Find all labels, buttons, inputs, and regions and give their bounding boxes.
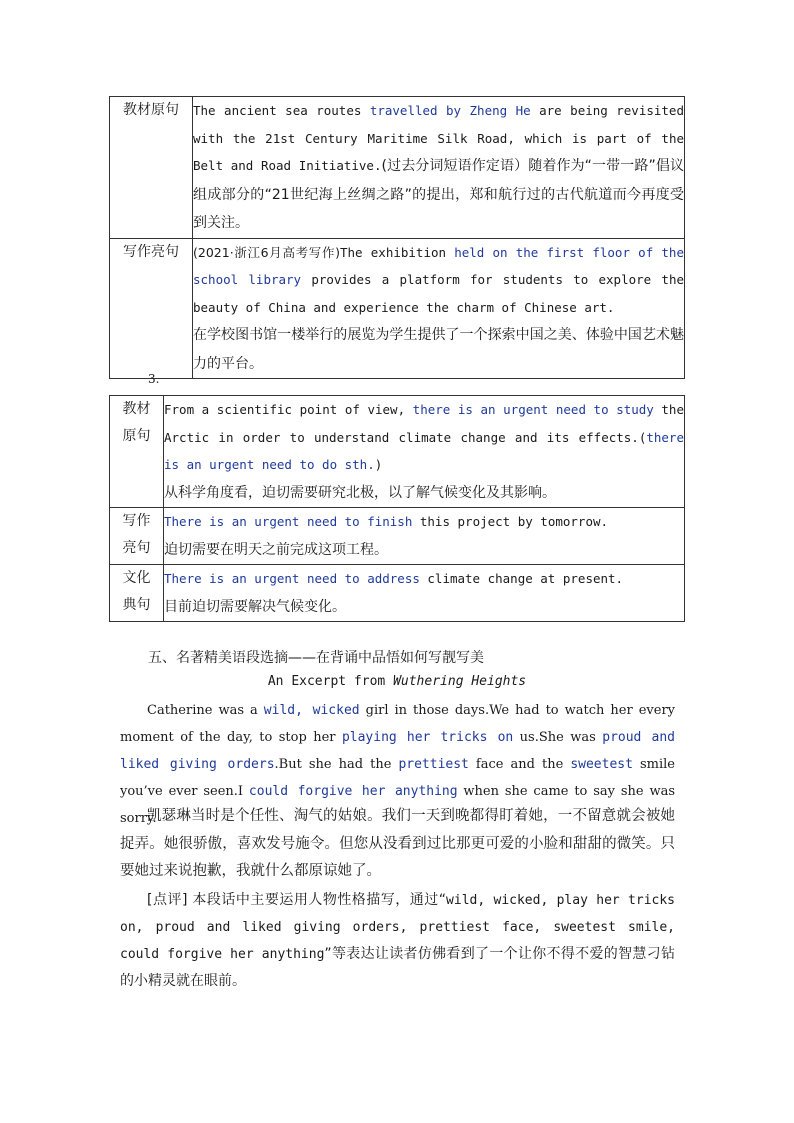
table-row [110,238,685,379]
zh-text: (过去分词短语作定语）随着作为“一带一路”倡议组成部分的“21世纪海上丝绸之路”的提出，郑和航行过的古代航道而今再度受到关注。 [193,158,684,231]
en-text: when she came to say she was sorry. [120,784,675,826]
title-prefix: An Excerpt from [267,674,394,689]
source-note: (2021·浙江6月高考写作) [193,244,340,260]
highlight-text: wild, wicked [263,703,360,718]
zh-text: 目前迫切需要解决气候变化。 [164,598,346,615]
table-1 [109,96,685,379]
row-label [110,508,164,565]
en-text: us.She was [513,730,603,745]
zh-text: 迫切需要在明天之前完成这项工程。 [164,541,388,558]
row-label: 教材原句 [110,97,193,239]
table-row [110,396,685,508]
zh-text: 在学校图书馆一楼举行的展览为学生提供了一个探索中国之美、体验中国艺术魅力的平台。 [193,327,684,372]
en-text: the Arctic in order to understand climate change and its effects.( [164,402,684,445]
title-italic: Wuthering Heights [393,674,527,689]
label-text: 教材原句 [122,401,151,444]
zh-text: 本段话中主要运用人物性格描写，通过“ [187,892,447,908]
highlight-text: could forgive her anything [248,784,458,799]
highlight-text: playing her tricks on [341,730,514,745]
highlight-text: sweetest [570,757,633,772]
section-heading: 五、名著精美语段选摘——在背诵中品悟如何写靓写美 [148,650,484,666]
table-row [110,97,685,239]
section-number: 3. [148,372,160,386]
en-text: .But she had the [274,757,399,772]
en-text: this project by tomorrow. [412,514,609,529]
excerpt-chinese: 凯瑟琳当时是个任性、淘气的姑娘。我们一天到晚都得盯着她，一不留意就会被她捉弄。她很骄傲，喜欢发号施令。但您从没看到过比那更可爱的小脸和甜甜的微笑。只要她过来说抱歉，我就什么都原谅她了。 [120,808,675,879]
highlight-text: There is an urgent need to finish [164,514,413,529]
excerpt-title [0,674,794,689]
label-text: 文化典句 [122,570,151,613]
en-text: wild, wicked, play her tricks on, proud and liked giving orders, prettiest face, sweetest smile, could forgive her anything [120,893,676,962]
highlight-text: there is an urgent need to do sth. [164,429,684,472]
en-text: are being revisited with the 21st Century Maritime Silk Road, which is part of the Belt and Road Initiative. [193,103,684,173]
highlight-text: proud and liked giving orders [120,730,675,772]
row-content [193,97,685,239]
row-label [110,396,164,508]
en-text: girl in those days.We had to watch her every moment of the day, to stop her [120,703,676,745]
label-text: 写作亮句 [122,513,151,556]
row-content [164,396,685,508]
en-text: The ancient sea routes [193,103,370,118]
row-content [164,508,685,565]
table-row [110,508,685,565]
table-2 [109,395,685,622]
en-text: ) [374,457,383,472]
highlight-text: there is an urgent need to study [412,402,654,417]
highlight-text: There is an urgent need to address [164,571,420,586]
highlight-text: prettiest [398,757,469,772]
comment-tag: [点评] [147,892,188,908]
en-text: From a scientific point of view, [164,402,413,417]
comment-paragraph [120,887,675,995]
highlight-text: travelled by Zheng He [369,103,531,118]
table-row [110,565,685,622]
en-text: climate change at present. [419,571,624,586]
en-text: The exhibition [340,244,455,260]
row-label: 写作亮句 [110,238,193,379]
row-content [193,238,685,379]
en-text: Catherine was a [147,703,264,718]
row-content [164,565,685,622]
zh-text: 从科学角度看，迫切需要研究北极，以了解气候变化及其影响。 [164,484,556,501]
zh-text: ”等表达让读者仿佛看到了一个让你不得不爱的智慧刁钻的小精灵就在眼前。 [120,946,675,989]
highlight-text: held on the first floor of the school library [193,244,684,287]
row-label [110,565,164,622]
en-text: face and the [468,757,571,772]
en-text: provides a platform for students to explore the beauty of China and experience the charm of Chinese art. [193,272,685,315]
en-text: smile you’ve ever seen.I [120,757,675,799]
